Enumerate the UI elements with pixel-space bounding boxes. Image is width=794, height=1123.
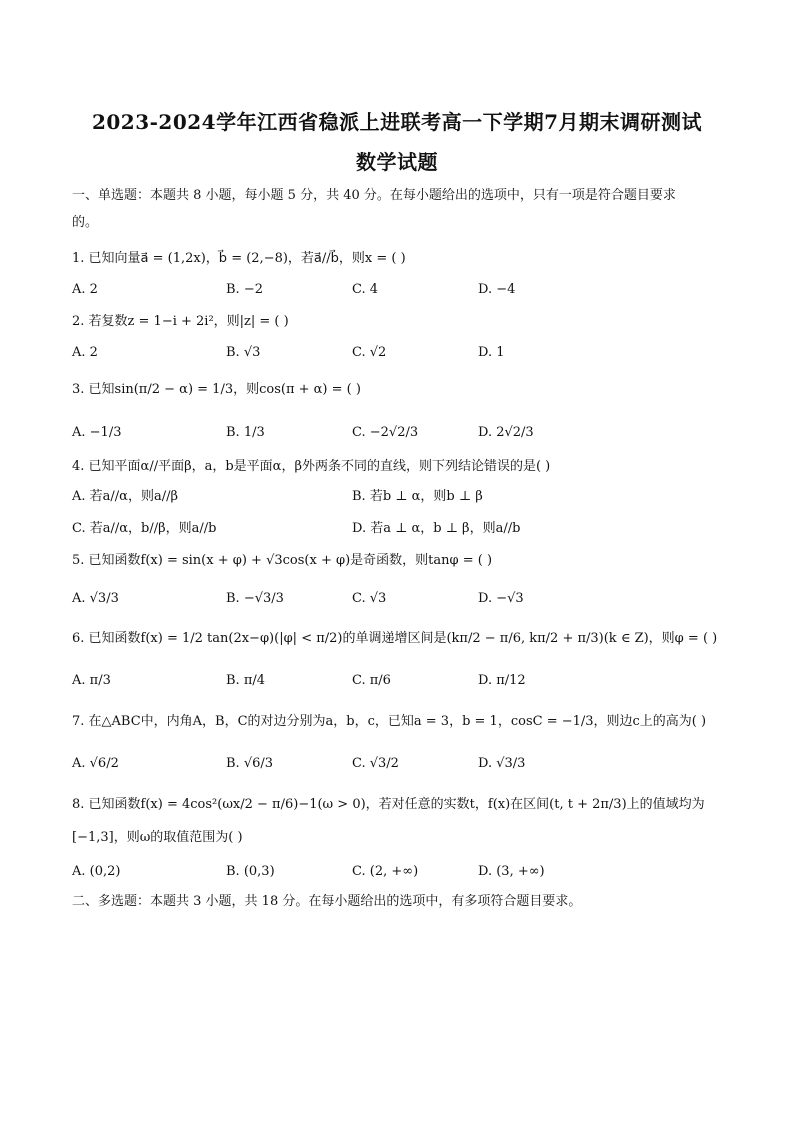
question-4-stem: 4. 已知平面α//平面β，a，b是平面α，β外两条不同的直线，则下列结论错误的是( ) (72, 459, 551, 474)
question-3-option-a: A. −1/3 (72, 425, 122, 440)
question-3-option-d: D. 2√2/3 (478, 425, 534, 440)
question-3-option-b: B. 1/3 (226, 425, 265, 440)
exam-title: 2023-2024学年江西省稳派上进联考高一下学期7月期末调研测试 (91, 110, 703, 134)
question-8-stem: 8. 已知函数f(x) = 4cos²(ωx/2 − π/6)−1(ω > 0)，若对任意的实数t，f(x)在区间(t, t + 2π/3)上的值域均为 (72, 797, 705, 812)
question-7-option-d: D. √3/3 (478, 756, 526, 771)
question-8-stem-continued: [−1,3]，则ω的取值范围为( ) (72, 830, 243, 845)
question-4-option-d: D. 若a ⊥ α，b ⊥ β，则a//b (352, 521, 521, 536)
question-3-stem: 3. 已知sin(π/2 − α) = 1/3，则cos(π + α) = ( ) (72, 382, 361, 397)
question-6-option-b: B. π/4 (226, 673, 266, 688)
question-2-option-b: B. √3 (226, 345, 261, 360)
question-6-option-c: C. π/6 (352, 673, 391, 688)
question-4-option-c: C. 若a//α，b//β，则a//b (72, 521, 217, 536)
section1-intro-line2: 的。 (72, 215, 99, 230)
section1-intro-line1: 一、单选题：本题共 8 小题，每小题 5 分，共 40 分。在每小题给出的选项中，只有一项是符合题目要求 (72, 188, 676, 203)
question-5-option-c: C. √3 (352, 591, 387, 606)
question-7-option-b: B. √6/3 (226, 756, 274, 771)
exam-subtitle: 数学试题 (356, 150, 438, 174)
question-8-option-c: C. (2, +∞) (352, 864, 419, 879)
question-5-stem: 5. 已知函数f(x) = sin(x + φ) + √3cos(x + φ)是奇函数，则tanφ = ( ) (72, 553, 493, 568)
question-6-option-a: A. π/3 (72, 673, 111, 688)
question-4-option-b: B. 若b ⊥ α，则b ⊥ β (352, 489, 483, 504)
question-4-option-a: A. 若a//α，则a//β (72, 489, 178, 504)
question-6-option-d: D. π/12 (478, 673, 526, 688)
question-5-option-a: A. √3/3 (72, 591, 119, 606)
question-1-option-a: A. 2 (72, 282, 98, 297)
question-6-stem: 6. 已知函数f(x) = 1/2 tan(2x−φ)(|φ| < π/2)的单调递增区间是(kπ/2 − π/6, kπ/2 + π/3)(k ∈ Z)，则φ = ( ) (72, 631, 718, 646)
question-2-option-c: C. √2 (352, 345, 387, 360)
question-5-option-d: D. −√3 (478, 591, 524, 606)
question-2-option-d: D. 1 (478, 345, 505, 360)
question-7-option-a: A. √6/2 (72, 756, 119, 771)
question-8-option-b: B. (0,3) (226, 864, 275, 879)
section2-intro: 二、多选题：本题共 3 小题，共 18 分。在每小题给出的选项中，有多项符合题目要求。 (72, 894, 582, 909)
question-7-stem: 7. 在△ABC中，内角A，B，C的对边分别为a，b，c，已知a = 3，b = 1，cosC = −1/3，则边c上的高为( ) (72, 714, 707, 729)
question-1-stem: 1. 已知向量a⃗ = (1,2x)，b⃗ = (2,−8)，若a⃗//b⃗，则x = ( ) (72, 251, 406, 266)
question-1-option-c: C. 4 (352, 282, 379, 297)
question-1-option-b: B. −2 (226, 282, 263, 297)
question-8-option-a: A. (0,2) (72, 864, 121, 879)
question-3-option-c: C. −2√2/3 (352, 425, 419, 440)
question-2-option-a: A. 2 (72, 345, 98, 360)
question-7-option-c: C. √3/2 (352, 756, 399, 771)
question-2-stem: 2. 若复数z = 1−i + 2i²，则|z| = ( ) (72, 314, 289, 329)
question-1-option-d: D. −4 (478, 282, 516, 297)
question-5-option-b: B. −√3/3 (226, 591, 284, 606)
question-8-option-d: D. (3, +∞) (478, 864, 545, 879)
